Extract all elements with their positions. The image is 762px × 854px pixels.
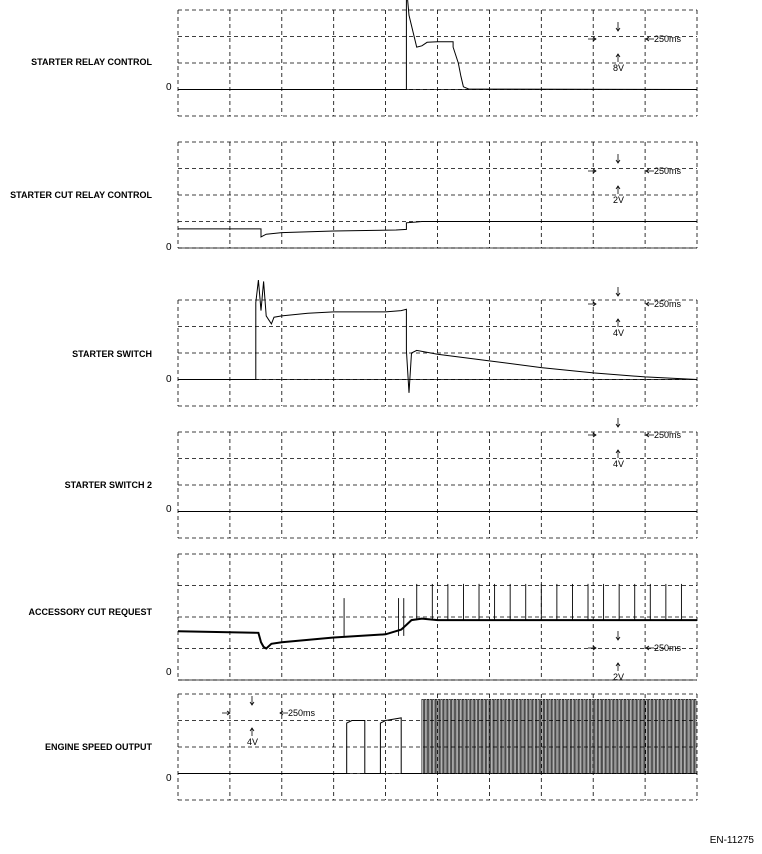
time-div-label: 250ms bbox=[654, 299, 682, 309]
volt-div-label: 2V bbox=[613, 672, 625, 682]
time-div-label: 250ms bbox=[654, 34, 682, 44]
zero-label-starter-cut-relay-control: 0 bbox=[166, 242, 172, 253]
left-arrow-icon bbox=[646, 302, 654, 306]
scope-panel-3 bbox=[178, 280, 697, 406]
scope-panel-1 bbox=[178, 0, 697, 116]
scope-panel-6 bbox=[178, 694, 697, 800]
down-arrow-icon bbox=[250, 696, 254, 705]
label-starter-cut-relay-control: STARTER CUT RELAY CONTROL bbox=[10, 190, 152, 200]
label-starter-switch: STARTER SWITCH bbox=[72, 349, 152, 359]
zero-label-starter-switch: 0 bbox=[166, 374, 172, 385]
scope-panel-5 bbox=[178, 554, 697, 682]
label-accessory-cut-request: ACCESSORY CUT REQUEST bbox=[28, 607, 152, 617]
label-starter-switch-2: STARTER SWITCH 2 bbox=[64, 480, 152, 490]
right-arrow-icon bbox=[588, 37, 596, 41]
left-arrow-icon bbox=[646, 169, 654, 173]
up-arrow-icon bbox=[616, 54, 620, 62]
scope-panel-2 bbox=[178, 142, 697, 248]
label-starter-relay-control: STARTER RELAY CONTROL bbox=[31, 57, 152, 67]
left-arrow-icon bbox=[646, 37, 654, 41]
left-arrow-icon bbox=[646, 646, 654, 650]
left-arrow-icon bbox=[280, 711, 288, 715]
time-div-label: 250ms bbox=[654, 643, 682, 653]
volt-div-label: 4V bbox=[613, 459, 625, 469]
volt-div-label: 4V bbox=[613, 328, 625, 338]
down-arrow-icon bbox=[616, 418, 620, 427]
zero-label-accessory-cut-request: 0 bbox=[166, 667, 172, 678]
right-arrow-icon bbox=[588, 433, 596, 437]
down-arrow-icon bbox=[616, 287, 620, 296]
up-arrow-icon bbox=[616, 319, 620, 327]
up-arrow-icon bbox=[616, 663, 620, 671]
time-div-label: 250ms bbox=[288, 708, 316, 718]
zero-label-starter-relay-control: 0 bbox=[166, 82, 172, 93]
right-arrow-icon bbox=[588, 646, 596, 650]
up-arrow-icon bbox=[616, 186, 620, 194]
label-engine-speed-output: ENGINE SPEED OUTPUT bbox=[44, 742, 152, 752]
right-arrow-icon bbox=[588, 302, 596, 306]
down-arrow-icon bbox=[616, 631, 620, 640]
volt-div-label: 8V bbox=[613, 63, 625, 73]
right-arrow-icon bbox=[588, 169, 596, 173]
pulse-train bbox=[422, 699, 697, 773]
figure-id: EN-11275 bbox=[709, 835, 754, 846]
left-arrow-icon bbox=[646, 433, 654, 437]
zero-label-starter-switch-2: 0 bbox=[166, 504, 172, 515]
volt-div-label: 2V bbox=[613, 195, 625, 205]
time-div-label: 250ms bbox=[654, 166, 682, 176]
scope-panel-4 bbox=[178, 418, 697, 538]
up-arrow-icon bbox=[616, 450, 620, 458]
down-arrow-icon bbox=[616, 22, 620, 31]
volt-div-label: 4V bbox=[247, 737, 259, 747]
time-div-label: 250ms bbox=[654, 430, 682, 440]
up-arrow-icon bbox=[250, 728, 254, 736]
right-arrow-icon bbox=[222, 711, 230, 715]
down-arrow-icon bbox=[616, 154, 620, 163]
zero-label-engine-speed-output: 0 bbox=[166, 773, 172, 784]
